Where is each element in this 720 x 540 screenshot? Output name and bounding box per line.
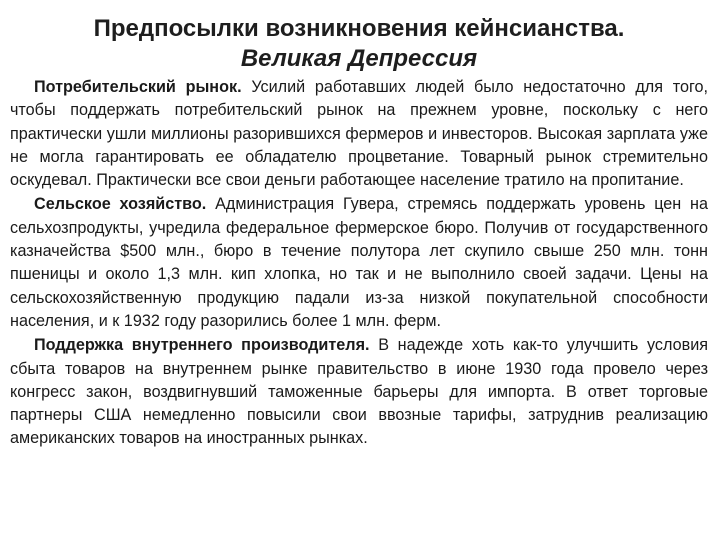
paragraph-text: Усилий работавших людей было недостаточно для того, чтобы поддержать потребительский рынок на прежнем уровне, поскольку с него практически ушли миллионы разорившихся фермеров и инвесторов. Высокая зарплата уже не могла гарантировать ее обладателю процветание. Товарный рынок стремительно оскудевал. Практически все свои деньги работающее население тратило на пропитание.	[10, 78, 708, 190]
paragraph-agriculture	[10, 193, 708, 333]
paragraph-text: Администрация Гувера, стремясь поддержать уровень цен на сельхозпродукты, учредила федеральное фермерское бюро. Получив от государственного казначейства $500 млн., бюро в течение полутора лет скупило свыше 250 млн. тонн пшеницы и около 1,3 млн. кип хлопка, но так и не выполнило своей задачи. Цены на сельскохозяйственную продукцию падали из-за низкой покупательной способности населения, и к 1932 году разорились более 1 млн. ферм.	[10, 195, 709, 330]
paragraph-heading: Поддержка внутреннего производителя.	[34, 336, 370, 355]
paragraph-text: В надежде хоть как-то улучшить условия сбыта товаров на внутреннем рынке правительство в июне 1930 года провело через конгресс закон, воздвигнувший таможенные барьеры для импорта. В ответ торговые партнеры США немедленно повысили свои ввозные тарифы, затруднив реализацию американских товаров на иностранных рынках.	[10, 336, 709, 448]
paragraph-heading: Сельское хозяйство.	[34, 195, 207, 214]
slide-title	[10, 14, 708, 74]
paragraph-heading: Потребительский рынок.	[34, 78, 242, 96]
paragraph-domestic-producer	[10, 334, 708, 450]
title-line-2: Великая Депрессия	[240, 45, 478, 72]
title-line-1: Предпосылки возникновения кейнсианства.	[93, 15, 625, 42]
paragraph-consumer-market	[10, 76, 708, 192]
body-text	[10, 76, 708, 451]
